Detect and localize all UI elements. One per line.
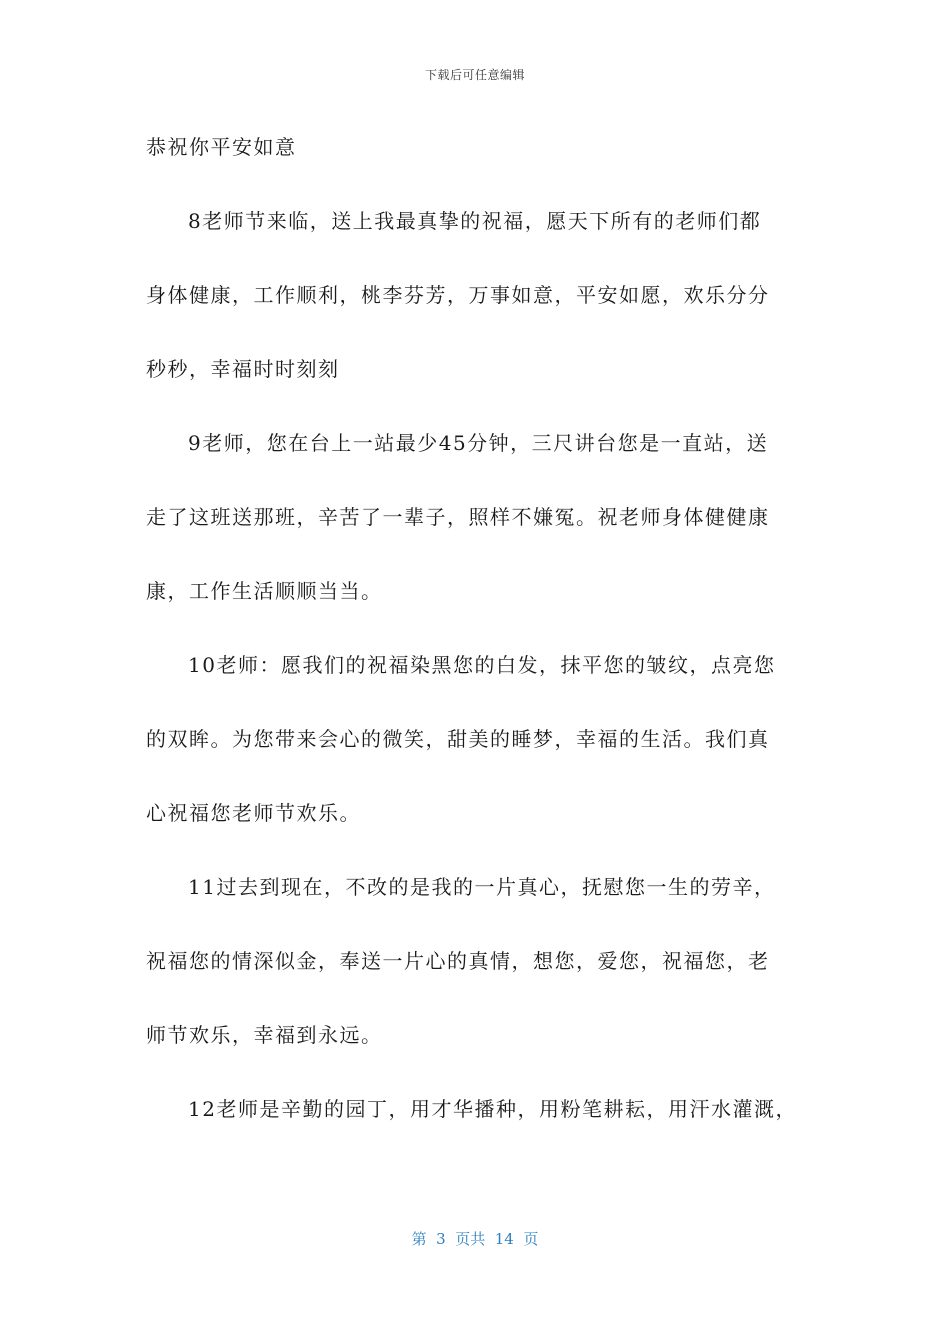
text-line: 恭祝你平安如意 — [146, 135, 297, 159]
text-line: 身体健康，工作顺利，桃李芬芳，万事如意，平安如愿，欢乐分分 — [146, 283, 770, 307]
text-line: 9老师，您在台上一站最少45分钟，三尺讲台您是一直站，送 — [188, 431, 769, 455]
text-line: 11过去到现在，不改的是我的一片真心，抚慰您一生的劳辛， — [188, 875, 776, 899]
page-header-note: 下载后可任意编辑 — [424, 68, 525, 82]
text-line: 秒秒，幸福时时刻刻 — [146, 357, 340, 381]
text-line: 的双眸。为您带来会心的微笑，甜美的睡梦，幸福的生活。我们真 — [146, 727, 770, 751]
text-line: 祝福您的情深似金，奉送一片心的真情，想您，爱您，祝福您，老 — [146, 949, 770, 973]
text-line: 师节欢乐，幸福到永远。 — [146, 1023, 383, 1047]
text-line: 10老师：愿我们的祝福染黑您的白发，抹平您的皱纹，点亮您 — [188, 653, 776, 677]
text-line: 12老师是辛勤的园丁，用才华播种，用粉笔耕耘，用汗水灌溉， — [188, 1097, 797, 1121]
text-line: 康，工作生活顺顺当当。 — [146, 579, 383, 603]
text-line: 8老师节来临，送上我最真挚的祝福，愿天下所有的老师们都 — [188, 209, 762, 233]
page-number-footer: 第 3 页共 14 页 — [411, 1230, 539, 1248]
text-line: 走了这班送那班，辛苦了一辈子，照样不嫌冤。祝老师身体健健康 — [146, 505, 770, 529]
text-line: 心祝福您老师节欢乐。 — [146, 801, 361, 825]
document-body — [146, 110, 816, 1146]
